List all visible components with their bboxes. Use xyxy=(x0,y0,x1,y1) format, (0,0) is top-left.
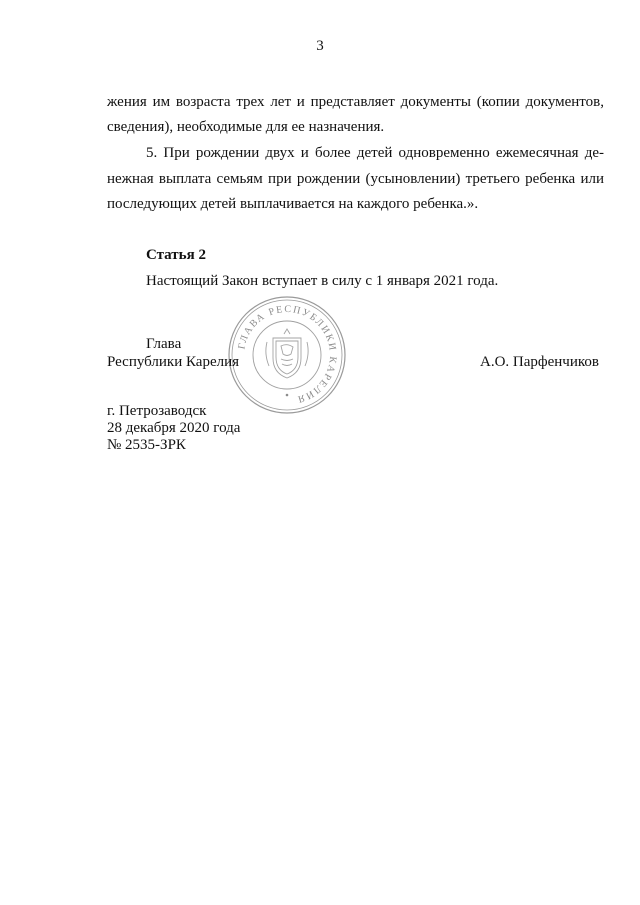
signature-title-line-2: Республики Карелия xyxy=(107,354,240,370)
signature-title-line-1: Глава xyxy=(146,336,182,352)
paragraph-5-line-2: нежная выплата семьям при рождении (усыновлении) третьего ребенка или xyxy=(107,171,604,187)
article-text: Настоящий Закон вступает в силу с 1 января 2021 года. xyxy=(146,273,499,289)
footer-date: 28 декабря 2020 года xyxy=(107,420,241,436)
paragraph-5-line-3: последующих детей выплачивается на каждого ребенка.». xyxy=(107,196,479,212)
paragraph-4-line-1: жения им возраста трех лет и представляет документы (копии документов, xyxy=(107,94,604,110)
article-heading: Статья 2 xyxy=(146,247,206,263)
page-number: 3 xyxy=(316,38,324,54)
svg-text:ГЛАВА РЕСПУБЛИКИ КАРЕЛИЯ: ГЛАВА РЕСПУБЛИКИ КАРЕЛИЯ xyxy=(236,303,339,405)
paragraph-5-line-1: 5. При рождении двух и более детей одновременно ежемесячная де- xyxy=(146,145,604,161)
footer-city: г. Петрозаводск xyxy=(107,403,207,419)
coat-of-arms-icon xyxy=(266,329,308,378)
paragraph-4-line-2: сведения), необходимые для ее назначения. xyxy=(107,119,385,135)
footer-law-number: № 2535-ЗРК xyxy=(107,437,186,453)
signatory-name: А.О. Парфенчиков xyxy=(480,354,599,370)
official-seal xyxy=(226,294,348,416)
